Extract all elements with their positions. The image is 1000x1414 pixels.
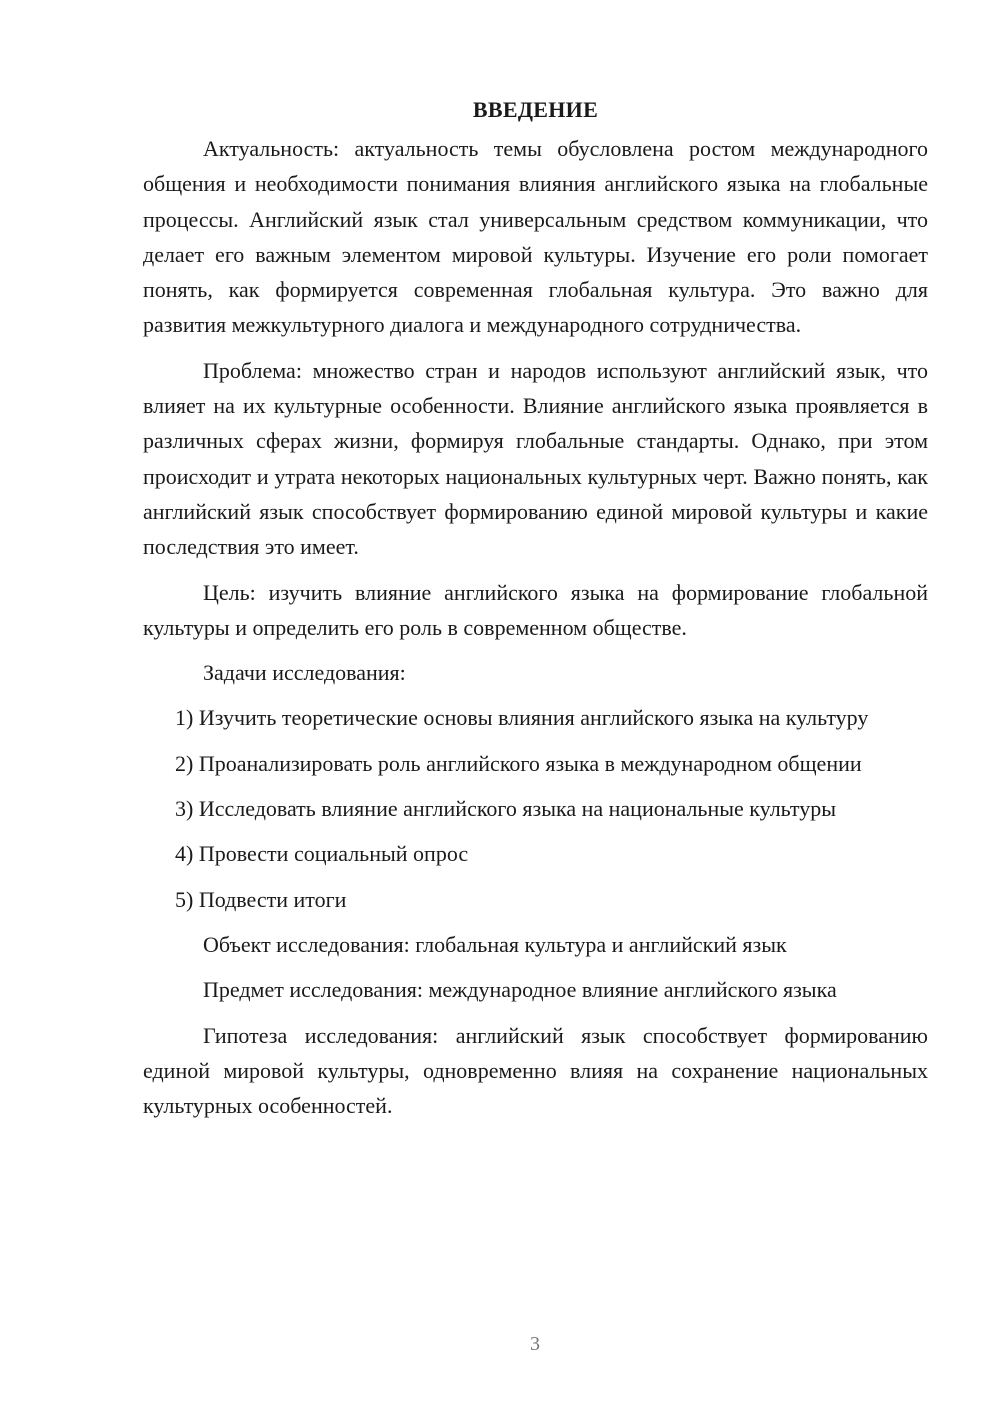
paragraph-goal: Цель: изучить влияние английского языка на формирование глобальной культуры и определить его роль в современном обществе. bbox=[143, 579, 928, 640]
page-title: ВВЕДЕНИЕ bbox=[472, 97, 599, 122]
task-item-1: 1) Изучить теоретические основы влияния английского языка на культуру bbox=[175, 705, 869, 731]
task-item-5: 5) Подвести итоги bbox=[175, 886, 347, 912]
page-content bbox=[143, 92, 928, 1133]
task-item-2: 2) Проанализировать роль английского языка в международном общении bbox=[175, 750, 862, 776]
paragraph-problem: Проблема: множество стран и народов используют английский язык, что влияет на их культурные особенности. Влияние английского языка проявляется в различных сферах жизни, формируя глобальные стандарты. Однако, при этом происходит и утрата некоторых национальных культурных черт. Важно понять, как английский язык способствует формированию единой мировой культуры и какие последствия это имеет. bbox=[143, 357, 928, 560]
paragraph-relevance: Актуальность: актуальность темы обусловлена ростом международного общения и необходимости понимания влияния английского языка на глобальные процессы. Английский язык стал универсальным средством коммуникации, что делает его важным элементом мировой культуры. Изучение его роли помогает понять, как формируется современная глобальная культура. Это важно для развития межкультурного диалога и международного сотрудничества. bbox=[143, 136, 928, 338]
task-item-3: 3) Исследовать влияние английского языка на национальные культуры bbox=[175, 796, 836, 822]
page-number: 3 bbox=[530, 1333, 540, 1355]
paragraph-object: Объект исследования: глобальная культура и английский язык bbox=[203, 931, 787, 957]
tasks-heading: Задачи исследования: bbox=[203, 660, 406, 686]
task-item-4: 4) Провести социальный опрос bbox=[175, 841, 469, 867]
paragraph-hypothesis: Гипотеза исследования: английский язык способствует формированию единой мировой культуры, одновременно влияя на сохранение национальных культурных особенностей. bbox=[143, 1022, 928, 1119]
paragraph-subject: Предмет исследования: международное влияние английского языка bbox=[203, 977, 837, 1003]
